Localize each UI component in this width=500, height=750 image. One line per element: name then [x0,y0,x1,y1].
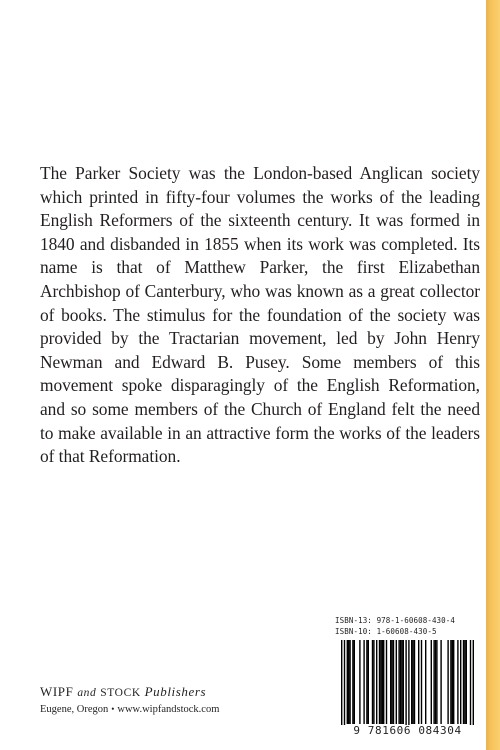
barcode-bar [352,640,353,724]
publisher-website: www.wipfandstock.com [117,704,220,715]
barcode-bar [418,640,419,724]
barcode-bar [408,640,409,732]
barcode-bar [411,640,412,724]
barcode-bar [425,640,426,724]
barcode-digits: 9 781606 084304 [335,725,480,737]
barcode-bar [433,640,434,724]
barcode-bar [347,640,348,724]
barcode-bar [401,640,402,724]
isbn-10-value: 1-60608-430-5 [376,627,437,636]
barcode-bar [447,640,448,724]
publisher-imprint [40,684,240,717]
isbn-13-value: 978-1-60608-430-4 [376,616,456,625]
barcode-bar [376,640,377,724]
barcode-bar [464,640,465,724]
barcode-bar [435,640,436,724]
barcode-bar [368,640,369,724]
barcode-bar [363,640,364,724]
barcode-bar [400,640,401,724]
barcode-bar [366,640,367,724]
barcode-bar [379,640,380,724]
barcode-bar [349,640,350,724]
barcode-bar [348,640,349,724]
barcode-bar [405,640,406,732]
barcode-bar [382,640,383,724]
barcode-bar [383,640,384,724]
barcode-bar [344,640,345,732]
barcode-bar [414,640,415,724]
barcode-bar [463,640,464,724]
barcode [335,638,480,736]
publisher-city: Eugene, Oregon [40,704,109,715]
barcode-bar [431,640,432,724]
publisher-address [40,702,240,717]
barcode-bar [440,640,441,724]
publisher-name-stock: STOCK [100,687,141,699]
bullet-separator: • [111,704,115,714]
barcode-bar [390,640,391,724]
barcode-bar [391,640,392,724]
barcode-bar [453,640,454,724]
barcode-bar [393,640,394,724]
barcode-bar [396,640,397,724]
barcode-bar [466,640,467,724]
isbn-10-label: ISBN-10: [335,627,372,636]
barcode-bar [450,640,451,724]
barcode-bar [421,640,422,724]
barcode-bar [452,640,453,724]
publisher-name-and: and [77,687,97,699]
isbn-block [335,615,475,637]
barcode-bar [460,640,461,724]
barcode-bar [470,640,471,732]
spine-edge [486,0,500,750]
barcode-bars [335,638,480,736]
barcode-bar [341,640,342,732]
isbn-13-line [335,615,475,626]
barcode-bar [380,640,381,724]
barcode-bar [372,640,373,724]
publisher-name-publishers: Publishers [144,684,207,699]
barcode-bar [359,640,360,724]
isbn-13-label: ISBN-13: [335,616,372,625]
publisher-name [40,684,240,701]
publisher-name-wipf: WIPF [40,684,74,699]
barcode-bar [473,640,474,732]
barcode-bar [412,640,413,724]
isbn-10-line [335,626,475,637]
barcode-bar [354,640,355,724]
barcode-bar [373,640,374,724]
back-cover-blurb: The Parker Society was the London-based Anglican society which printed in fifty-four volumes the works of the leading English Reformers of the sixteenth century. It was formed in 1840 and disbanded in 1855 when its work was completed. Its name is that of Matthew Parker, the first Elizabethan Archbishop of Canterbury, who was known as a great collector of books. The stimulus for the foundation of the society was provided by the Tractarian movement, led by John Henry Newman and Edward B. Pusey. Some members of this movement spoke disparagingly of the English Reformation, and so some members of the Church of England felt the need to make available in an attractive form the works of the leaders of that Reformation. [40,163,480,467]
barcode-bar [386,640,387,724]
barcode-bar [403,640,404,724]
barcode-bar [398,640,399,724]
barcode-bar [457,640,458,724]
barcode-bar [436,640,437,724]
